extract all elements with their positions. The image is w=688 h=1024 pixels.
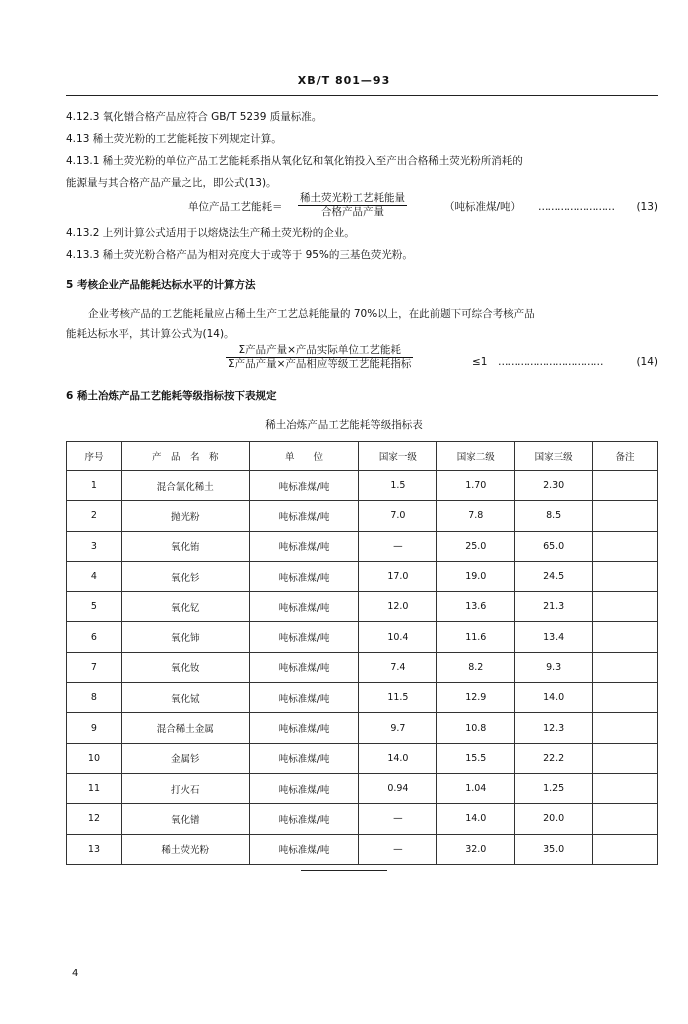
cell-unit: 吨标准煤/吨: [249, 652, 359, 682]
cell-grade3: 12.3: [515, 713, 593, 743]
cell-grade1: 14.0: [359, 743, 437, 773]
cell-grade2: 8.2: [437, 652, 515, 682]
col-header-remarks: 备注: [593, 442, 658, 471]
cell-unit: 吨标准煤/吨: [249, 531, 359, 561]
cell-unit: 吨标准煤/吨: [249, 471, 359, 501]
cell-unit: 吨标准煤/吨: [249, 683, 359, 713]
formula-14-leader: ……………………………: [498, 356, 603, 368]
cell-index: 1: [67, 471, 122, 501]
cell-remarks: [593, 713, 658, 743]
cell-grade2: 25.0: [437, 531, 515, 561]
cell-grade1: 10.4: [359, 622, 437, 652]
cell-grade1: 1.5: [359, 471, 437, 501]
table-row: [67, 471, 658, 501]
formula-13-leader: ……………………: [538, 201, 614, 213]
table-row: [67, 773, 658, 803]
cell-index: 12: [67, 804, 122, 834]
table-row: [67, 592, 658, 622]
cell-grade3: 14.0: [515, 683, 593, 713]
cell-grade2: 32.0: [437, 834, 515, 864]
col-header-grade3: 国家三级: [515, 442, 593, 471]
cell-product: 氧化钐: [121, 561, 249, 591]
table-row: [67, 501, 658, 531]
cell-product: 稀土荧光粉: [121, 834, 249, 864]
formula-13-lhs: 单位产品工艺能耗＝: [188, 201, 283, 213]
cell-index: 2: [67, 501, 122, 531]
cell-index: 7: [67, 652, 122, 682]
cell-product: 氧化钇: [121, 592, 249, 622]
cell-remarks: [593, 804, 658, 834]
cell-remarks: [593, 773, 658, 803]
formula-13-unit: （吨标准煤/吨）: [444, 201, 522, 213]
cell-product: 氧化铈: [121, 622, 249, 652]
formula-13-number: (13): [636, 201, 658, 213]
cell-grade3: 22.2: [515, 743, 593, 773]
cell-grade3: 8.5: [515, 501, 593, 531]
cell-unit: 吨标准煤/吨: [249, 743, 359, 773]
clause-4-13-3: 4.13.3 稀土荧光粉合格产品为相对亮度大于或等于 95%的三基色荧光粉。: [66, 249, 413, 261]
cell-grade2: 10.8: [437, 713, 515, 743]
table-row: [67, 652, 658, 682]
cell-unit: 吨标准煤/吨: [249, 501, 359, 531]
cell-index: 8: [67, 683, 122, 713]
cell-grade2: 12.9: [437, 683, 515, 713]
cell-unit: 吨标准煤/吨: [249, 834, 359, 864]
table-header-row: [67, 442, 658, 471]
formula-14: [66, 344, 658, 374]
cell-product: 抛光粉: [121, 501, 249, 531]
page-number: 4: [72, 968, 79, 979]
table-row: [67, 804, 658, 834]
section-5-heading: 5 考核企业产品能耗达标水平的计算方法: [66, 279, 256, 291]
cell-grade1: 12.0: [359, 592, 437, 622]
section-5-para-line2: 能耗达标水平，其计算公式为(14)。: [66, 328, 235, 340]
cell-index: 9: [67, 713, 122, 743]
cell-unit: 吨标准煤/吨: [249, 561, 359, 591]
cell-index: 11: [67, 773, 122, 803]
formula-14-fraction: [226, 344, 413, 371]
cell-grade2: 13.6: [437, 592, 515, 622]
cell-grade1: 11.5: [359, 683, 437, 713]
cell-remarks: [593, 683, 658, 713]
cell-grade3: 13.4: [515, 622, 593, 652]
formula-13-numerator: 稀土荧光粉工艺耗能量: [300, 192, 405, 204]
clause-4-13: 4.13 稀土荧光粉的工艺能耗按下列规定计算。: [66, 133, 282, 145]
cell-remarks: [593, 592, 658, 622]
cell-product: 打火石: [121, 773, 249, 803]
col-header-grade2: 国家二级: [437, 442, 515, 471]
section-6-heading: 6 稀土冶炼产品工艺能耗等级指标按下表规定: [66, 390, 277, 402]
end-rule: [301, 870, 387, 871]
table-row: [67, 622, 658, 652]
col-header-grade1: 国家一级: [359, 442, 437, 471]
cell-remarks: [593, 471, 658, 501]
cell-grade3: 24.5: [515, 561, 593, 591]
formula-13: [66, 192, 658, 222]
cell-grade2: 7.8: [437, 501, 515, 531]
energy-consumption-table: [66, 441, 658, 865]
col-header-index: 序号: [67, 442, 122, 471]
cell-product: 氧化铽: [121, 683, 249, 713]
table-row: [67, 531, 658, 561]
cell-grade3: 1.25: [515, 773, 593, 803]
cell-grade1: —: [359, 834, 437, 864]
cell-grade2: 14.0: [437, 804, 515, 834]
cell-grade2: 19.0: [437, 561, 515, 591]
cell-index: 5: [67, 592, 122, 622]
cell-grade3: 65.0: [515, 531, 593, 561]
formula-14-numerator: Σ产品产量×产品实际单位工艺能耗: [226, 344, 413, 358]
cell-product: 混合氯化稀土: [121, 471, 249, 501]
formula-14-number: (14): [636, 356, 658, 368]
cell-remarks: [593, 652, 658, 682]
cell-grade3: 20.0: [515, 804, 593, 834]
cell-remarks: [593, 743, 658, 773]
table-row: [67, 834, 658, 864]
cell-grade3: 2.30: [515, 471, 593, 501]
cell-grade1: 17.0: [359, 561, 437, 591]
table-row: [67, 713, 658, 743]
cell-unit: 吨标准煤/吨: [249, 804, 359, 834]
cell-grade1: 7.0: [359, 501, 437, 531]
cell-remarks: [593, 561, 658, 591]
table-row: [67, 561, 658, 591]
table-row: [67, 683, 658, 713]
cell-grade3: 21.3: [515, 592, 593, 622]
cell-unit: 吨标准煤/吨: [249, 713, 359, 743]
table-caption: 稀土冶炼产品工艺能耗等级指标表: [265, 419, 423, 431]
document-header: XB/T 801—93: [297, 74, 391, 87]
cell-unit: 吨标准煤/吨: [249, 773, 359, 803]
formula-14-relation: ≤1: [472, 356, 488, 368]
cell-remarks: [593, 531, 658, 561]
col-header-unit: 单 位: [249, 442, 359, 471]
cell-product: 氧化铕: [121, 531, 249, 561]
section-5-para-line1: 企业考核产品的工艺能耗量应占稀土生产工艺总耗能量的 70%以上，在此前题下可综合考核产品: [88, 308, 535, 320]
cell-index: 6: [67, 622, 122, 652]
table-row: [67, 743, 658, 773]
cell-remarks: [593, 622, 658, 652]
cell-unit: 吨标准煤/吨: [249, 622, 359, 652]
cell-grade2: 15.5: [437, 743, 515, 773]
cell-product: 氧化镨: [121, 804, 249, 834]
col-header-product: 产 品 名 称: [121, 442, 249, 471]
clause-4-12-3: 4.12.3 氧化镨合格产品应符合 GB/T 5239 质量标准。: [66, 111, 323, 123]
cell-grade1: —: [359, 531, 437, 561]
cell-index: 3: [67, 531, 122, 561]
cell-index: 4: [67, 561, 122, 591]
cell-grade2: 1.70: [437, 471, 515, 501]
cell-grade1: 9.7: [359, 713, 437, 743]
cell-grade2: 1.04: [437, 773, 515, 803]
cell-remarks: [593, 834, 658, 864]
cell-index: 13: [67, 834, 122, 864]
formula-13-fraction: [298, 192, 407, 219]
cell-index: 10: [67, 743, 122, 773]
formula-14-denominator: Σ产品产量×产品相应等级工艺能耗指标: [228, 358, 412, 370]
cell-unit: 吨标准煤/吨: [249, 592, 359, 622]
cell-product: 金属钐: [121, 743, 249, 773]
clause-4-13-1-line2: 能源量与其合格产品产量之比，即公式(13)。: [66, 177, 277, 189]
header-rule: [66, 95, 658, 96]
formula-13-denominator: 合格产品产量: [321, 206, 384, 218]
clause-4-13-2: 4.13.2 上列计算公式适用于以熔烧法生产稀土荧光粉的企业。: [66, 227, 355, 239]
cell-grade1: 7.4: [359, 652, 437, 682]
cell-grade1: —: [359, 804, 437, 834]
cell-grade2: 11.6: [437, 622, 515, 652]
cell-product: 混合稀土金属: [121, 713, 249, 743]
cell-grade3: 35.0: [515, 834, 593, 864]
cell-product: 氧化钕: [121, 652, 249, 682]
clause-4-13-1-line1: 4.13.1 稀土荧光粉的单位产品工艺能耗系指从氧化钇和氧化铕投入至产出合格稀土荧光粉所消耗的: [66, 155, 523, 167]
cell-remarks: [593, 501, 658, 531]
cell-grade1: 0.94: [359, 773, 437, 803]
cell-grade3: 9.3: [515, 652, 593, 682]
